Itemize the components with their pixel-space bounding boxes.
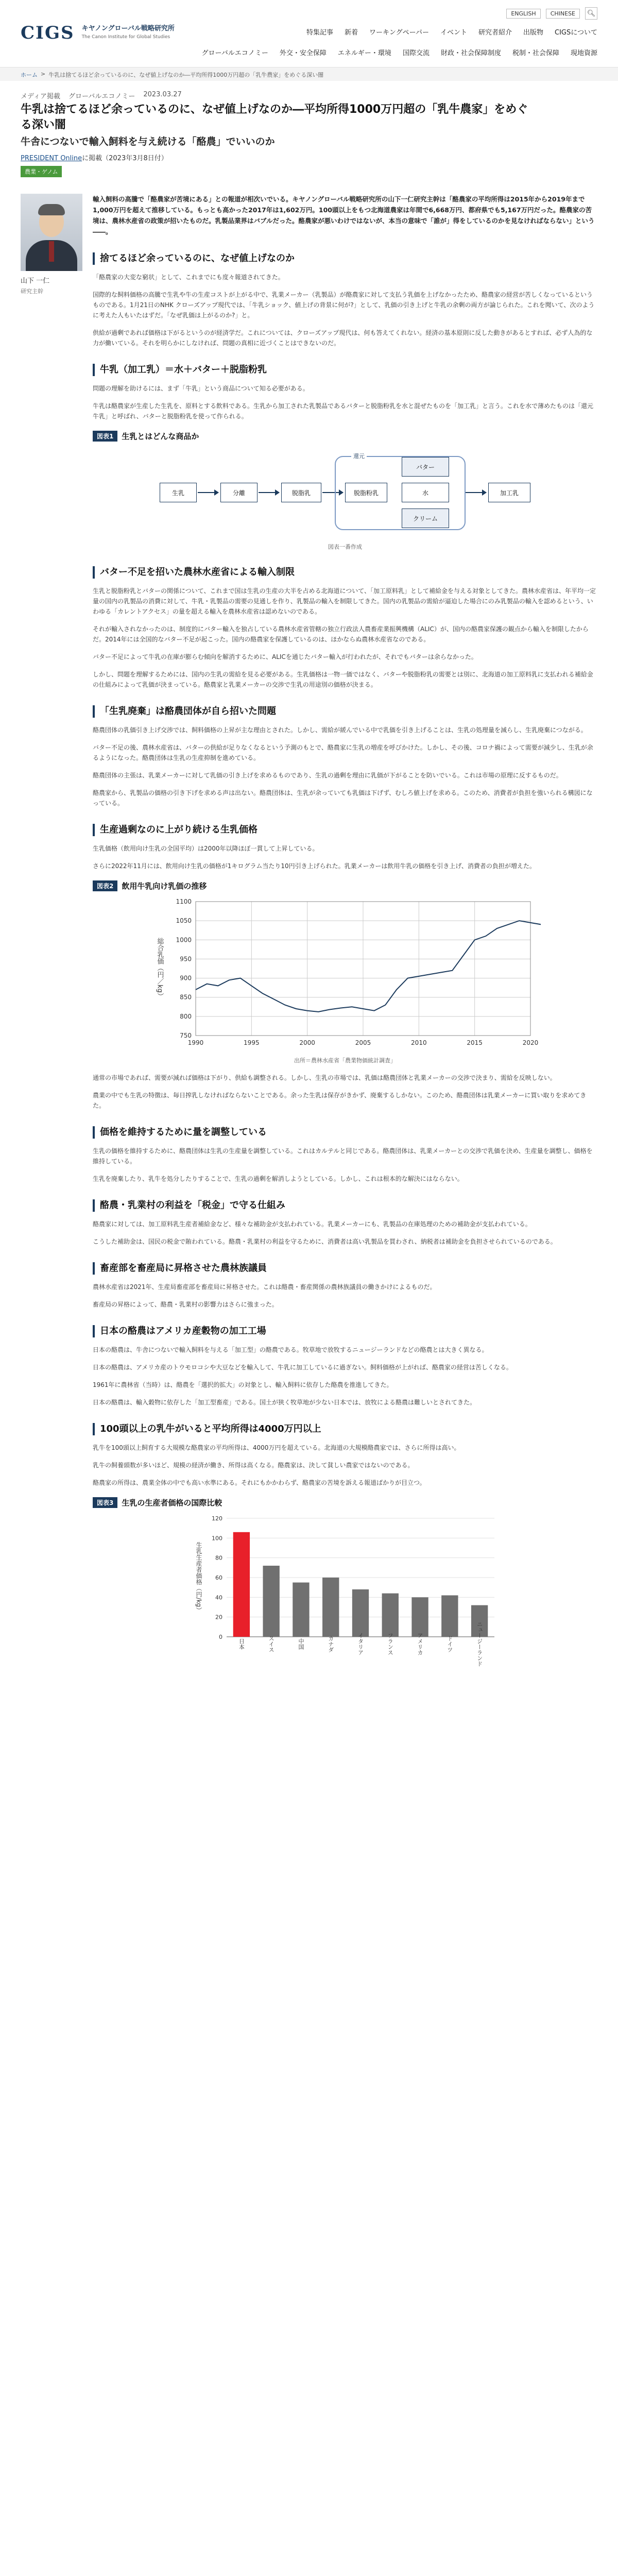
- site-header: [0, 0, 618, 67]
- x-tick-label: カナダ: [327, 1635, 334, 1653]
- bar: [322, 1578, 339, 1637]
- x-tick-label: イタリア: [357, 1633, 364, 1655]
- y-tick-label: 900: [180, 974, 192, 982]
- nav-item[interactable]: 特集記事: [306, 29, 333, 37]
- node-powder: 脱脂粉乳: [345, 483, 387, 502]
- bar: [233, 1532, 250, 1637]
- x-tick-label: ドイツ: [446, 1635, 453, 1653]
- figure1-diagram: [160, 447, 530, 539]
- section-heading: 生産過剰なのに上がり続ける生乳価格: [93, 824, 597, 836]
- y-tick-label: 20: [215, 1614, 222, 1621]
- figure2-title: [93, 880, 597, 891]
- x-tick-label: 2000: [299, 1039, 315, 1046]
- page-subtitle: 牛舎につないで輸入飼料を与え続ける「酪農」でいいのか: [21, 136, 275, 147]
- figure3-chart: [191, 1513, 500, 1685]
- logo-mark: CIGS: [21, 23, 75, 43]
- paragraph: 乳牛の飼養頭数が多いほど、規模の経済が働き、所得は高くなる。酪農家は、決して貧しい農家ではないのである。: [93, 1462, 414, 1469]
- paragraph: 生乳と脱脂粉乳とバターの関係について、これまで国は生乳の生産の大半を占める北海道について、「加工原料乳」として補給金を与える対象としてきた。農林水産省は、年平均一定量の国内の乳製品の消費に対して、牛乳・乳製品の需要の見通しを作り、乳製品の輸入を制限してきた。国内の乳製品の需給が逼迫した場合にのみ乳製品の輸入を認めるという、いわゆる「カレントアクセス」の量を超える輸入を農林水産省は認めないのである。: [93, 587, 596, 615]
- site-logo[interactable]: [21, 23, 175, 43]
- section-heading: 「生乳廃棄」は酪農団体が自ら招いた問題: [93, 705, 597, 718]
- source-link[interactable]: PRESIDENT Online: [21, 155, 82, 162]
- author-role: 研究主幹: [21, 288, 43, 295]
- node-separate: 分離: [220, 483, 258, 502]
- bar: [382, 1594, 399, 1637]
- paragraph: 問題の理解を助けるには、まず「牛乳」という商品について知る必要がある。: [93, 385, 309, 392]
- breadcrumb: [0, 67, 618, 81]
- paragraph: 酪農家から、乳製品の価格の引き下げを求める声は出ない。酪農団体は、生乳が余っていても乳価は下げず、むしろ値上げを求める。このため、消費者が負担を強いられる構図になっている。: [93, 789, 593, 807]
- figure1-caption: 図表一番作成: [328, 544, 362, 550]
- paragraph: 国際的な飼料価格の高騰で生乳や牛の生産コストが上がる中で、乳業メーカー（乳製品）が酪農家に対して支払う乳価を上げなかったため、酪農家の経営が苦しくなっているというものである。1月21日のNHK クローズアップ現代では、「牛乳ショック、値上げの背景に何が?」として、乳価の引き上げと牛乳の余剰の両方が論じられた。これを聞いて、次のように考えた人もいたはずだ。「なぜ乳価は上がるのか?」と。: [93, 291, 595, 319]
- section-heading: 価格を維持するために量を調整している: [93, 1126, 597, 1139]
- paragraph: 牛乳は酪農家が生産した生乳を、原料とする飲料である。生乳から加工された乳製品であるバターと脱脂粉乳を水と混ぜたものを「加工乳」と言う。これを水で薄めたものは「還元牛乳」と呼ばれ、バターと脱脂粉乳を使って作られる。: [93, 402, 594, 420]
- section-heading: 100頭以上の乳牛がいると平均所得は4000万円以上: [93, 1423, 597, 1435]
- x-tick-label: アメリカ: [417, 1633, 424, 1655]
- paragraph: バター不足の後、農林水産省は、バターの供給が足りなくなるという予測のもとで、酪農家に生乳の増産を呼びかけた。しかし、その後、コロナ禍によって需要が減少し、生乳が余るようになった。酪農団体は生乳の生産抑制を進めている。: [93, 744, 593, 761]
- paragraph: 日本の酪農は、輸入穀物に依存した「加工型畜産」である。国土が狭く牧草地が少ない日本では、放牧による酪農は難しいとされてきた。: [93, 1399, 476, 1406]
- topic-tag[interactable]: 農業・ゲノム: [21, 166, 62, 177]
- y-tick-label: 1050: [176, 917, 192, 925]
- arrow: [259, 492, 279, 493]
- page-title: 牛乳は捨てるほど余っているのに、なぜ値上げなのか―平均所得1000万円超の「乳牛農家」をめぐる深い闇: [21, 103, 528, 131]
- source-text: に掲載（2023年3月8日付）: [82, 155, 168, 162]
- nav-item[interactable]: グローバルエコノミー: [201, 49, 268, 57]
- section-heading: 牛乳（加工乳）＝水＋バター＋脱脂粉乳: [93, 364, 597, 376]
- nav-item[interactable]: 財政・社会保障制度: [440, 49, 501, 57]
- search-icon[interactable]: 🔍︎: [585, 7, 597, 20]
- x-tick-label: フランス: [387, 1633, 394, 1655]
- paragraph: 通常の市場であれば、需要が減れば価格は下がり、供給も調整される。しかし、生乳の市場では、乳価は酪農団体と乳業メーカーの交渉で決まり、需給を反映しない。: [93, 1074, 556, 1081]
- article-source: [21, 152, 168, 162]
- paragraph: 日本の酪農は、アメリカ産のトウモロコシや大豆などを輸入して、牛乳に加工しているに過ぎない。飼料価格が上がれば、酪農家の経営は苦しくなる。: [93, 1364, 512, 1371]
- paragraph: 「酪農家の大変な窮状」として、これまでにも度々報道されてきた。: [93, 274, 284, 281]
- y-tick-label: 750: [180, 1032, 192, 1039]
- x-tick-label: 1995: [244, 1039, 260, 1046]
- figure1-title-text: 生乳とはどんな商品か: [122, 432, 199, 441]
- lang-chinese-link[interactable]: CHINESE: [546, 9, 580, 19]
- nav-item[interactable]: 新着: [344, 29, 358, 37]
- y-tick-label: 40: [215, 1594, 222, 1601]
- figure1-title: [93, 431, 597, 442]
- figure3-title-text: 生乳の生産者価格の国際比較: [122, 1498, 222, 1507]
- section-heading: 酪農・乳業村の利益を「税金」で守る仕組み: [93, 1199, 597, 1212]
- y-axis-label: 総合乳価（円／kg）: [156, 938, 164, 999]
- section-heading: 捨てるほど余っているのに、なぜ値上げなのか: [93, 252, 597, 265]
- nav-item[interactable]: 出版物: [523, 29, 544, 37]
- article-meta: [21, 91, 182, 100]
- breadcrumb-current: 牛乳は捨てるほど余っているのに、なぜ値上げなのか―平均所得1000万円超の「乳牛農家」をめぐる深い闇: [48, 72, 324, 78]
- figure2-title-text: 飲用牛乳向け乳価の推移: [122, 882, 207, 891]
- nav-item[interactable]: 外交・安全保障: [279, 49, 327, 57]
- y-axis-label: 生乳生産者価格（円/kg）: [195, 1541, 202, 1614]
- y-tick-label: 100: [212, 1535, 222, 1542]
- x-tick-label: 中国: [297, 1638, 304, 1650]
- node-cream: クリーム: [402, 509, 449, 528]
- logo-text: [82, 25, 175, 41]
- y-tick-label: 800: [180, 1012, 192, 1020]
- paragraph: 畜産局の昇格によって、酪農・乳業村の影響力はさらに強まった。: [93, 1301, 278, 1308]
- section-heading: バター不足を招いた農林水産省による輸入制限: [93, 566, 597, 579]
- author-card: [21, 194, 82, 295]
- meta-subcategory: グローバルエコノミー: [68, 93, 135, 100]
- y-tick-label: 60: [215, 1574, 222, 1581]
- arrow: [466, 492, 486, 493]
- paragraph: しかし、問題を理解するためには、国内の生乳の需給を見る必要がある。生乳価格は一物一価ではなく、バターや脱脂粉乳の需要とは別に、北海道の加工原料乳に支払われる補給金の仕組みによって乳価が決まっている。酪農家と乳業メーカーの交渉で生乳の用途別の価格が決まる。: [93, 671, 593, 688]
- meta-category: メディア掲載: [21, 93, 60, 100]
- figure2-chart: [149, 896, 541, 1053]
- node-raw-milk: 生乳: [160, 483, 197, 502]
- figure2-badge: 図表2: [93, 880, 117, 891]
- bar: [352, 1589, 369, 1637]
- x-tick-label: 2005: [355, 1039, 371, 1046]
- secondary-nav: [202, 47, 597, 57]
- node-skim-milk: 脱脂乳: [281, 483, 321, 502]
- figure3-badge: 図表3: [93, 1497, 117, 1508]
- nav-item[interactable]: ワーキングペーパー: [369, 29, 429, 37]
- lang-english-link[interactable]: ENGLISH: [506, 9, 540, 19]
- paragraph: 酪農家の所得は、農業全体の中でも高い水準にある。それにもかかわらず、酪農家の苦境を訴える報道ばかりが目立つ。: [93, 1479, 426, 1486]
- paragraph: 農業の中でも生乳の特徴は、毎日搾乳しなければならないことである。余った生乳は保存がきかず、廃棄するしかない。このため、酪農団体は乳業メーカーに買い取りを求めてきた。: [93, 1092, 587, 1109]
- nav-item[interactable]: 研究者紹介: [478, 29, 512, 37]
- node-butter: バター: [402, 457, 449, 477]
- figure2-caption: 出所＝農林水産省「農業物価統計調査」: [294, 1057, 396, 1064]
- x-tick-label: 2010: [411, 1039, 427, 1046]
- y-tick-label: 1000: [176, 936, 192, 944]
- bar: [411, 1597, 428, 1637]
- x-tick-label: スイス: [268, 1635, 275, 1653]
- paragraph: さらに2022年11月には、飲用向け生乳の価格が1キログラム当たり10円引き上げられた。乳業メーカーは飲用牛乳の価格を引き上げ、消費者の負担が増えた。: [93, 862, 536, 870]
- nav-item[interactable]: 税制・社会保障: [512, 49, 559, 57]
- x-tick-label: 2020: [522, 1039, 539, 1046]
- y-tick-label: 950: [180, 955, 192, 963]
- section-heading: 日本の酪農はアメリカ産穀物の加工工場: [93, 1325, 597, 1337]
- paragraph: 1961年に農林省（当時）は、酪農を「選択的拡大」の対象とし、輸入飼料に依存した酪農を推進してきた。: [93, 1381, 393, 1388]
- nav-item[interactable]: CIGSについて: [555, 29, 597, 37]
- y-tick-label: 80: [215, 1554, 222, 1562]
- bar: [441, 1596, 458, 1637]
- line-chart: [149, 896, 541, 1051]
- paragraph: バター不足によって牛乳の在庫が膨らむ傾向を解消するために、ALICを通じたバター輸入が行われたが、それでもバターは余らなかった。: [93, 653, 477, 660]
- y-tick-label: 1100: [176, 898, 192, 905]
- figure1-badge: 図表1: [93, 431, 117, 442]
- article-body: [93, 194, 597, 1685]
- paragraph: 酪農家に対しては、加工原料乳生産者補給金など、様々な補助金が支払われている。乳業メーカーにも、乳製品の在庫処理のための補助金が支払われている。: [93, 1221, 531, 1228]
- nav-item[interactable]: 国際交流: [402, 49, 430, 57]
- nav-item[interactable]: 現地資源: [570, 49, 597, 57]
- meta-date: 2023.03.27: [143, 91, 182, 98]
- node-processed-milk: 加工乳: [488, 483, 530, 502]
- paragraph: それが輸入されなかったのは、制度的にバター輸入を独占している農林水産省管轄の独立行政法人農畜産業振興機構（ALIC）が、国内の酪農家保護の観点から輸入を制限したからだ。2014年には全国的なバター不足が起こった。国内の酪農家を保護しているのは、ほかならぬ農林水産省なのである。: [93, 625, 589, 643]
- bar-chart: [191, 1513, 500, 1683]
- logo-jp: キヤノングローバル戦略研究所: [81, 25, 175, 32]
- lead-paragraph: 輸入飼料の高騰で「酪農家が苦境にある」との報道が相次いでいる。キヤノングローバル戦略研究所の山下一仁研究主幹は「酪農家の平均所得は2015年から2019年まで1,000万円を超えて推移している。もっとも高かった2017年は1,602万円。100頭以上をもつ北海道農家は年間で6,668万円、都府県でも5,167万円だった。酪農家の苦境は、農林水産省の政策が招いたものだ。乳製品業界はバブルだった。酪農家が悪いわけではないが、本当の意味で「誰が」得をしているのかを見なければならない」という――。: [93, 195, 595, 235]
- paragraph: 生乳の価格を維持するために、酪農団体は生乳の生産量を調整している。これはカルテルと同じである。酪農団体は、乳業メーカーとの交渉で乳価を決め、生産量を調整し、価格を維持している。: [93, 1147, 593, 1165]
- sections-part1: [93, 252, 597, 421]
- paragraph: 酪農団体の主張は、乳業メーカーに対して乳価の引き上げを求めるものであり、生乳の過剰を理由に乳価が下がることを防いでいる。これは市場の原理に反するものだ。: [93, 772, 562, 779]
- paragraph: こうした補助金は、国民の税金で賄われている。酪農・乳業村の利益を守るために、消費者は高い乳製品を買わされ、納税者は補助金を負担させられているのである。: [93, 1238, 557, 1245]
- y-tick-label: 850: [180, 993, 192, 1001]
- x-tick-label: 1990: [187, 1039, 204, 1046]
- node-water: 水: [402, 483, 449, 502]
- loop-label: 還元: [351, 452, 367, 460]
- x-tick-label: 2015: [467, 1039, 483, 1046]
- section-heading: 畜産部を畜産局に昇格させた農林族議員: [93, 1262, 597, 1275]
- author-photo: [21, 194, 82, 271]
- author-name[interactable]: 山下 一仁: [21, 277, 50, 285]
- bar: [293, 1583, 309, 1637]
- paragraph: 生乳価格（飲用向け生乳の全国平均）は2000年以降ほぼ一貫して上昇している。: [93, 845, 319, 852]
- paragraph: 日本の酪農は、牛舎につないで輸入飼料を与える「加工型」の酪農である。牧草地で放牧するニュージーランドなどの酪農とは大きく異なる。: [93, 1346, 488, 1353]
- breadcrumb-separator: >: [41, 71, 46, 77]
- utility-bar: [506, 7, 597, 20]
- paragraph: 生乳を廃棄したり、乳牛を処分したりすることで、生乳の過剰を解消しようとしている。しかし、これは根本的な解決にはならない。: [93, 1175, 464, 1182]
- y-tick-label: 120: [212, 1515, 222, 1522]
- primary-nav: [306, 27, 597, 37]
- nav-item[interactable]: イベント: [440, 29, 467, 37]
- y-tick-label: 0: [219, 1634, 222, 1640]
- nav-item[interactable]: エネルギー・環境: [337, 49, 391, 57]
- bar: [263, 1566, 279, 1637]
- paragraph: 農林水産省は2021年、生産局畜産部を畜産局に昇格させた。これは酪農・畜産関係の農林族議員の働きかけによるものだ。: [93, 1283, 436, 1291]
- sections-part3: [93, 1073, 597, 1488]
- paragraph: 酪農団体の乳価引き上げ交渉では、飼料価格の上昇が主な理由とされた。しかし、需給が緩んでいる中で乳価を引き上げることは、生乳の処理量を減らし、生乳廃棄につながる。: [93, 726, 587, 734]
- arrow: [198, 492, 218, 493]
- series-line: [196, 921, 541, 1012]
- figure3-title: [93, 1497, 597, 1508]
- breadcrumb-home-link[interactable]: ホーム: [21, 72, 38, 78]
- paragraph: 乳牛を100頭以上飼育する大規模な酪農家の平均所得は、4000万円を超えている。北海道の大規模酪農家では、さらに所得は高い。: [93, 1444, 460, 1451]
- x-tick-label: ニュージーランド: [476, 1621, 483, 1667]
- sections-part2: [93, 566, 597, 871]
- logo-en: The Canon Institute for Global Studies: [81, 35, 170, 40]
- paragraph: 供給が過剰であれば価格は下がるというのが経済学だ。これについては、クローズアップ現代は、何も答えてくれない。経済の基本原則に反した動きがあるとすれば、必ず人為的な力が働いている。それを明らかにしなければ、問題の真相に近づくことはできないのだ。: [93, 329, 593, 347]
- x-tick-label: 日本: [238, 1638, 245, 1650]
